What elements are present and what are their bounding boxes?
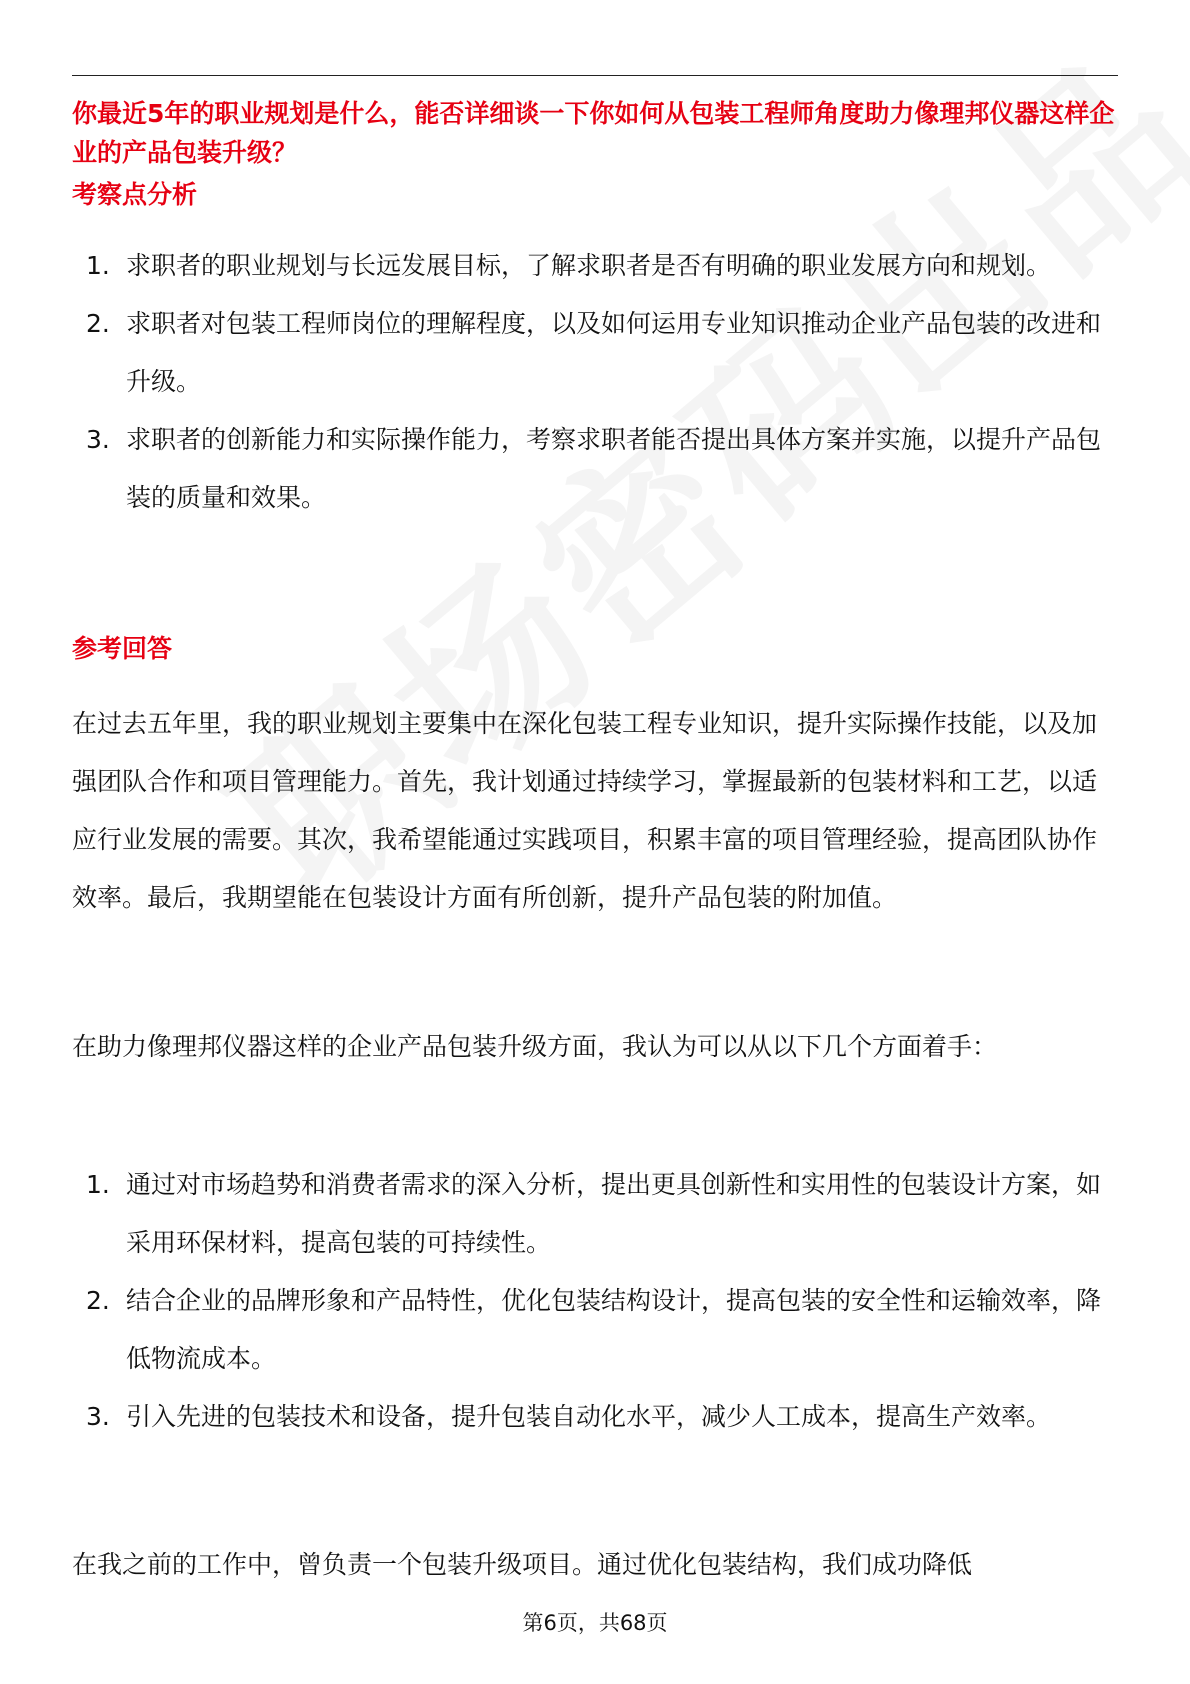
list-item-number: 1. (86, 1170, 110, 1199)
list-item-number: 3. (86, 1402, 110, 1431)
list-item-text: 求职者对包装工程师岗位的理解程度，以及如何运用专业知识推动企业产品包装的改进和升级。 (126, 309, 1102, 396)
list-item-number: 3. (86, 425, 110, 454)
question-title: 你最近5年的职业规划是什么，能否详细谈一下你如何从包装工程师角度助力像理邦仪器这样企业的产品包装升级？ (72, 99, 1115, 167)
list-item-text: 引入先进的包装技术和设备，提升包装自动化水平，减少人工成本，提高生产效率。 (126, 1402, 1052, 1431)
list-item-text: 结合企业的品牌形象和产品特性，优化包装结构设计，提高包装的安全性和运输效率，降低物流成本。 (126, 1286, 1102, 1373)
answer-paragraph-2: 在助力像理邦仪器这样的企业产品包装升级方面，我认为可以从以下几个方面着手： (72, 1032, 998, 1061)
list-item (72, 237, 1118, 295)
answer-list (72, 1156, 1118, 1446)
page-number-footer: 第6页，共68页 (522, 1611, 668, 1635)
list-item (72, 295, 1118, 411)
answer-paragraph-3: 在我之前的工作中，曾负责一个包装升级项目。通过优化包装结构，我们成功降低 (72, 1550, 973, 1579)
list-item-text: 求职者的创新能力和实际操作能力，考察求职者能否提出具体方案并实施，以提升产品包装的质量和效果。 (126, 425, 1102, 512)
list-item (72, 1388, 1118, 1446)
answer-paragraph-1: 在过去五年里，我的职业规划主要集中在深化包装工程专业知识，提升实际操作技能，以及加强团队合作和项目管理能力。首先，我计划通过持续学习，掌握最新的包装材料和工艺，以适应行业发展的需要。其次，我希望能通过实践项目，积累丰富的项目管理经验，提高团队协作效率。最后，我期望能在包装设计方面有所创新，提升产品包装的附加值。 (72, 709, 1098, 912)
list-item (72, 1156, 1118, 1272)
list-item (72, 1272, 1118, 1388)
answer-heading: 参考回答 (72, 634, 173, 663)
top-rule (72, 75, 1118, 76)
list-item (72, 411, 1118, 527)
analysis-list (72, 237, 1118, 527)
list-item-text: 通过对市场趋势和消费者需求的深入分析，提出更具创新性和实用性的包装设计方案，如采用环保材料，提高包装的可持续性。 (126, 1170, 1102, 1257)
list-item-number: 2. (86, 1286, 110, 1315)
list-item-text: 求职者的职业规划与长远发展目标，了解求职者是否有明确的职业发展方向和规划。 (126, 251, 1052, 280)
analysis-heading: 考察点分析 (72, 180, 198, 209)
list-item-number: 1. (86, 251, 110, 280)
list-item-number: 2. (86, 309, 110, 338)
